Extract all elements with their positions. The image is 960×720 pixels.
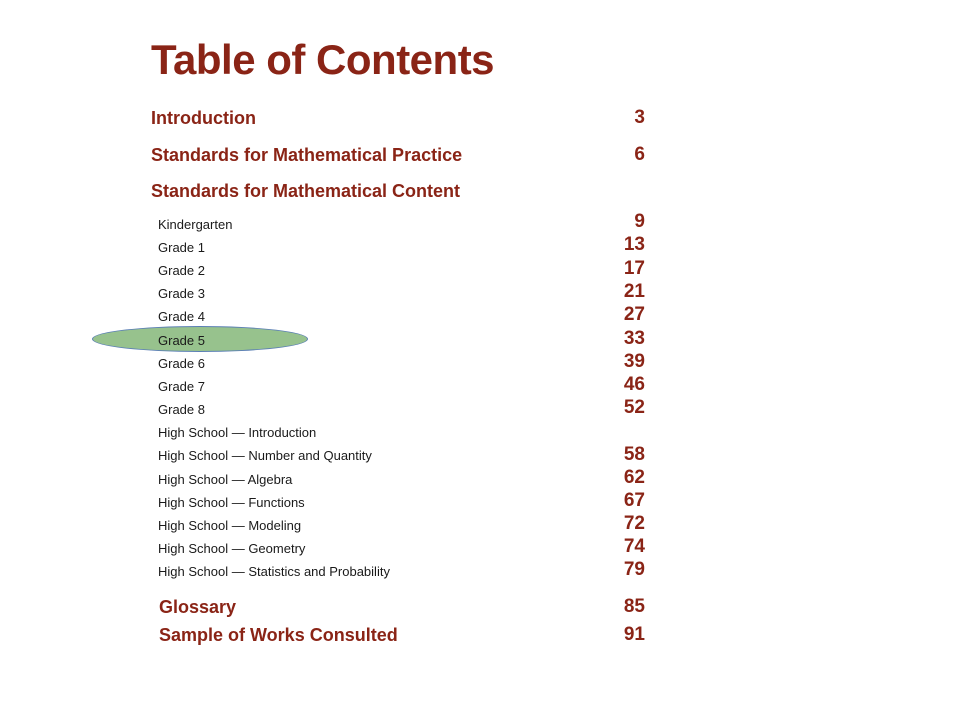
toc-entry-label: Introduction [151, 108, 256, 128]
toc-subentry-hs-modeling[interactable]: High School — Modeling [158, 518, 302, 533]
toc-page-number: 27 [623, 304, 645, 325]
toc-subentry-grade-4[interactable]: Grade 4 [158, 309, 205, 324]
toc-page-number: 33 [623, 328, 645, 349]
toc-subentry-hs-algebra[interactable]: High School — Algebra [158, 472, 293, 487]
toc-entry-glossary[interactable] [159, 596, 236, 618]
toc-page-number: 6 [634, 144, 645, 165]
toc-subentry-hs-introduction[interactable]: High School — Introduction [158, 425, 317, 440]
toc-page-number: 52 [623, 397, 645, 418]
toc-subentry-hs-geometry[interactable]: High School — Geometry [158, 541, 306, 556]
toc-entry-label: Standards for Mathematical Content [151, 181, 461, 201]
toc-subentry-grade-7[interactable]: Grade 7 [158, 379, 205, 394]
toc-subentry-grade-5[interactable]: Grade 5 [158, 333, 205, 348]
page-title: Table of Contents [151, 36, 495, 83]
toc-subentry-kindergarten[interactable]: Kindergarten [158, 217, 233, 232]
toc-entry-introduction[interactable] [151, 107, 256, 129]
toc-page-number: 91 [623, 624, 645, 645]
toc-subentry-grade-8[interactable]: Grade 8 [158, 402, 205, 417]
toc-subentry-grade-6[interactable]: Grade 6 [158, 356, 205, 371]
toc-entry-label: Standards for Mathematical Practice [151, 145, 463, 165]
toc-page-number: 21 [623, 281, 645, 302]
toc-page-number: 72 [623, 513, 645, 534]
toc-page-number: 9 [634, 211, 645, 232]
toc-page-number: 79 [623, 559, 645, 580]
toc-page-number: 62 [623, 467, 645, 488]
toc-subentry-hs-statistics-probability[interactable]: High School — Statistics and Probability [158, 564, 390, 579]
toc-page-number: 17 [623, 258, 645, 279]
toc-page-number: 67 [623, 490, 645, 511]
toc-entry-label: Glossary [159, 597, 237, 617]
toc-page-number: 39 [623, 351, 645, 372]
toc-page-number: 13 [623, 234, 645, 255]
toc-page-number: 74 [623, 536, 645, 557]
toc-subentry-hs-number-quantity[interactable]: High School — Number and Quantity [158, 448, 372, 463]
toc-page-number: 3 [634, 107, 645, 128]
toc-entry-works-consulted[interactable] [159, 624, 398, 646]
toc-page-number: 85 [623, 596, 645, 617]
toc-entry-mathematical-content[interactable] [151, 180, 460, 202]
toc-entry-mathematical-practice[interactable] [151, 144, 462, 166]
toc-subentry-hs-functions[interactable]: High School — Functions [158, 495, 305, 510]
toc-page-number: 46 [623, 374, 645, 395]
toc-subentry-grade-2[interactable]: Grade 2 [158, 263, 205, 278]
toc-page-number: 58 [623, 444, 645, 465]
toc-subentry-grade-3[interactable]: Grade 3 [158, 286, 205, 301]
toc-subentry-grade-1[interactable]: Grade 1 [158, 240, 205, 255]
toc-entry-label: Sample of Works Consulted [159, 625, 398, 645]
